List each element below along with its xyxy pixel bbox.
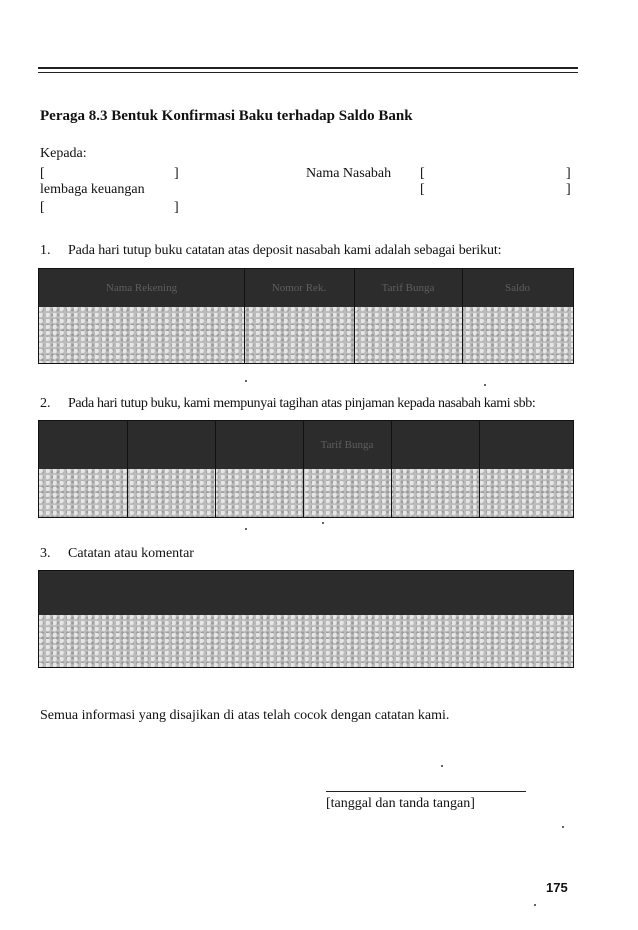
loan-col-6 bbox=[479, 421, 573, 469]
nama-nasabah-label: Nama Nasabah bbox=[306, 166, 392, 181]
bracket-open-1: [ bbox=[40, 166, 45, 181]
bracket-close-2: ] bbox=[174, 200, 179, 215]
bracket-close-1: ] bbox=[174, 166, 179, 181]
signature-line bbox=[326, 791, 526, 792]
top-rule-thick bbox=[38, 67, 578, 69]
bracket-open-nasabah-2: [ bbox=[420, 182, 425, 197]
loan-col-2 bbox=[127, 421, 215, 469]
comment-box bbox=[38, 570, 574, 668]
figure-title: Peraga 8.3 Bentuk Konfirmasi Baku terhadap Saldo Bank bbox=[40, 108, 413, 124]
deposit-col-nomor-rek: Nomor Rek. bbox=[271, 282, 327, 294]
loan-divider-5 bbox=[479, 421, 480, 517]
scan-speck bbox=[245, 380, 247, 382]
loan-col-1 bbox=[39, 421, 127, 469]
deposit-table bbox=[38, 268, 574, 364]
deposit-table-row bbox=[39, 307, 573, 363]
signature-label: [tanggal dan tanda tangan] bbox=[326, 796, 475, 811]
section3-text: Catatan atau komentar bbox=[68, 546, 194, 561]
comment-box-body bbox=[39, 615, 573, 667]
closing-statement: Semua informasi yang disajikan di atas telah cocok dengan catatan kami. bbox=[40, 708, 450, 723]
scan-speck bbox=[534, 904, 536, 906]
loan-col-5 bbox=[391, 421, 479, 469]
loan-col-tarif-bunga: Tarif Bunga bbox=[320, 439, 374, 451]
bracket-close-nasabah-2: ] bbox=[566, 182, 571, 197]
bracket-open-nasabah: [ bbox=[420, 166, 425, 181]
deposit-divider-3 bbox=[462, 269, 463, 363]
scan-speck bbox=[441, 765, 443, 767]
kepada-label: Kepada: bbox=[40, 146, 87, 161]
loan-divider-1 bbox=[127, 421, 128, 517]
scan-speck bbox=[484, 384, 486, 386]
page-number: 175 bbox=[546, 880, 568, 895]
section1-text: Pada hari tutup buku catatan atas deposit nasabah kami adalah sebagai berikut: bbox=[68, 243, 502, 258]
loan-table-header bbox=[39, 421, 573, 469]
deposit-divider-1 bbox=[244, 269, 245, 363]
section1-number: 1. bbox=[40, 243, 51, 258]
scan-speck bbox=[562, 826, 564, 828]
deposit-col-tarif-bunga: Tarif Bunga bbox=[381, 282, 435, 294]
loan-divider-4 bbox=[391, 421, 392, 517]
scan-speck bbox=[245, 528, 247, 530]
bracket-close-nasabah: ] bbox=[566, 166, 571, 181]
loan-divider-2 bbox=[215, 421, 216, 517]
deposit-table-header bbox=[39, 269, 573, 307]
loan-divider-3 bbox=[303, 421, 304, 517]
loan-col-3 bbox=[215, 421, 303, 469]
scan-speck bbox=[322, 522, 324, 524]
bracket-open-2: [ bbox=[40, 200, 45, 215]
section2-number: 2. bbox=[40, 396, 51, 411]
deposit-col-saldo: Saldo bbox=[504, 282, 531, 294]
section3-number: 3. bbox=[40, 546, 51, 561]
deposit-col-nama-rekening: Nama Rekening bbox=[105, 282, 178, 294]
deposit-divider-2 bbox=[354, 269, 355, 363]
loan-table bbox=[38, 420, 574, 518]
lembaga-label: lembaga keuangan bbox=[40, 182, 145, 197]
section2-text: Pada hari tutup buku, kami mempunyai tagihan atas pinjaman kepada nasabah kami sbb: bbox=[68, 396, 536, 411]
comment-box-header bbox=[39, 571, 573, 615]
top-rule-thin bbox=[38, 72, 578, 73]
loan-table-row bbox=[39, 469, 573, 517]
